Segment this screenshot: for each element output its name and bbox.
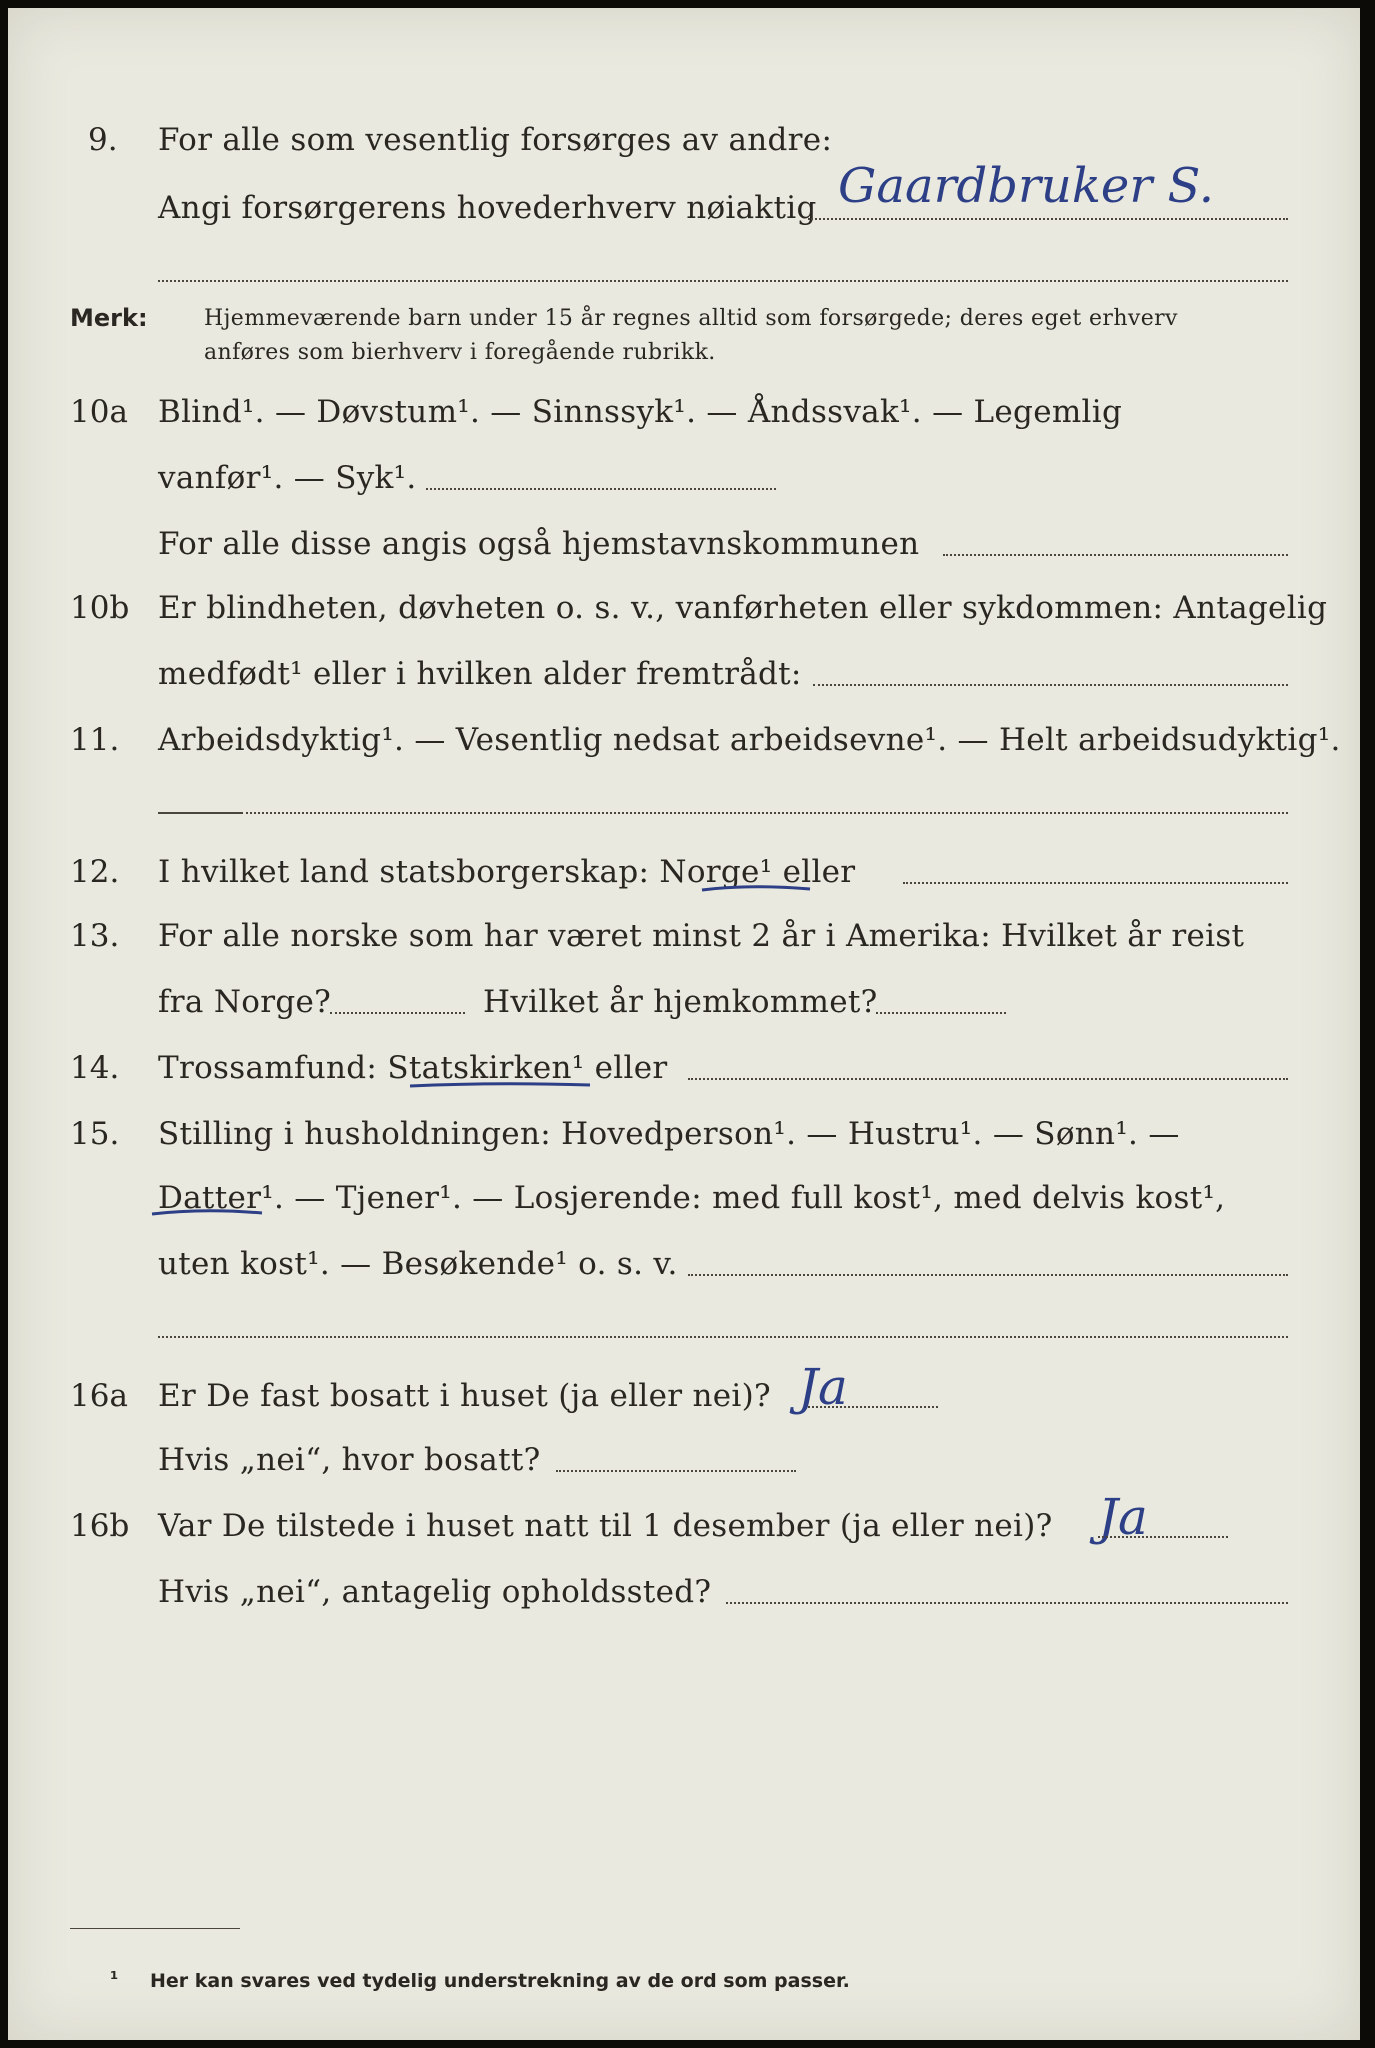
q15-answer-line [688, 1274, 1288, 1276]
q13-number: 13. [70, 918, 120, 954]
q10a-answer-line [426, 488, 776, 490]
q15-line2-rest: ¹. — Tjener¹. — Losjerende: med full kost¹, med delvis kost¹, [261, 1180, 1226, 1216]
q11-answer-line [246, 812, 1288, 814]
footnote-mark: ¹ [110, 1968, 119, 1990]
q16a-residence-line [556, 1470, 796, 1472]
q15-extra-line [158, 1336, 1288, 1338]
q15-line1: Stilling i husholdningen: Hovedperson¹. — Hustru¹. — Sønn¹. — [158, 1116, 1180, 1152]
q16b-number: 16b [70, 1508, 130, 1544]
q10a-line1: Blind¹. — Døvstum¹. — Sinnssyk¹. — Åndssvak¹. — Legemlig [158, 394, 1123, 430]
q13-year-return-line [876, 1012, 1006, 1014]
q16b-location-line [726, 1602, 1288, 1604]
q10b-number: 10b [70, 590, 130, 626]
q16a-number: 16a [70, 1378, 128, 1414]
q9-line1: For alle som vesentlig forsørges av andre: [158, 122, 833, 158]
q14-answer-line [688, 1078, 1288, 1080]
q16a-handwritten-answer: Ja [798, 1358, 848, 1416]
merk-label: Merk: [70, 304, 148, 332]
q13-part-a: fra Norge? [158, 984, 332, 1020]
q12-suffix: ¹ eller [759, 854, 856, 890]
q14-handwritten-underline [406, 1076, 596, 1094]
q10b-line1: Er blindheten, døvheten o. s. v., vanførheten eller sykdommen: Antagelig [158, 590, 1328, 626]
q14-number: 14. [70, 1050, 120, 1086]
q12-handwritten-underline [698, 880, 818, 898]
q10a-number: 10a [70, 394, 128, 430]
q16b-line1: Var De tilstede i huset natt til 1 desember (ja eller nei)? [158, 1508, 1053, 1544]
q12-number: 12. [70, 854, 120, 890]
q9-number: 9. [88, 122, 118, 158]
q16b-line2: Hvis „nei“, antagelig opholdssted? [158, 1574, 712, 1610]
q15-choice-datter: Datter [158, 1180, 262, 1216]
q9-handwritten-answer: Gaardbruker S. [838, 158, 1214, 214]
q16a-line2: Hvis „nei“, hvor bosatt? [158, 1442, 541, 1478]
q16b-answer-line [1098, 1536, 1228, 1538]
q12-choice-norge: Norge [659, 854, 760, 890]
q9-answer-line [808, 218, 1288, 220]
q13-year-left-line [330, 1012, 465, 1014]
q12-prefix: I hvilket land statsborgerskap: [158, 854, 650, 890]
q13-line1: For alle norske som har været minst 2 år i Amerika: Hvilket år reist [158, 918, 1245, 954]
q9-extra-line [158, 280, 1288, 282]
q15-line3: uten kost¹. — Besøkende¹ o. s. v. [158, 1246, 678, 1282]
q10b-answer-line [813, 684, 1288, 686]
q11-line1: Arbeidsdyktig¹. — Vesentlig nedsat arbeidsevne¹. — Helt arbeidsudyktig¹. [158, 722, 1341, 758]
q16a-answer-line [808, 1406, 938, 1408]
q16a-line1: Er De fast bosatt i huset (ja eller nei)? [158, 1378, 771, 1414]
footnote-text: Her kan svares ved tydelig understrekning av de ord som passer. [150, 1970, 850, 1992]
q9-line2: Angi forsørgerens hovederhverv nøiaktig [158, 190, 817, 226]
q15-line2 [158, 1180, 1225, 1216]
q14-choice-statskirken: Statskirken [387, 1050, 572, 1086]
census-form-page [8, 8, 1360, 2040]
q10a-line2: vanfør¹. — Syk¹. [158, 460, 417, 496]
q14-suffix: ¹ eller [571, 1050, 668, 1086]
q10a-home-line [943, 554, 1288, 556]
q14-prefix: Trossamfund: [158, 1050, 378, 1086]
q15-number: 15. [70, 1116, 120, 1152]
q13-part-b: Hvilket år hjemkommet? [483, 984, 878, 1020]
merk-line2: anføres som bierhverv i foregående rubrikk. [204, 340, 716, 365]
q15-handwritten-underline [148, 1204, 268, 1222]
q12-answer-line [903, 882, 1288, 884]
q11-number: 11. [70, 722, 120, 758]
footnote-rule [70, 1928, 240, 1929]
merk-line1: Hjemmeværende barn under 15 år regnes alltid som forsørgede; deres eget erhverv [204, 306, 1178, 331]
q11-solid-rule [158, 812, 243, 814]
q10b-line2: medfødt¹ eller i hvilken alder fremtrådt: [158, 656, 802, 692]
q10a-line3: For alle disse angis også hjemstavnskommunen [158, 526, 920, 562]
q16b-handwritten-answer: Ja [1098, 1488, 1148, 1546]
